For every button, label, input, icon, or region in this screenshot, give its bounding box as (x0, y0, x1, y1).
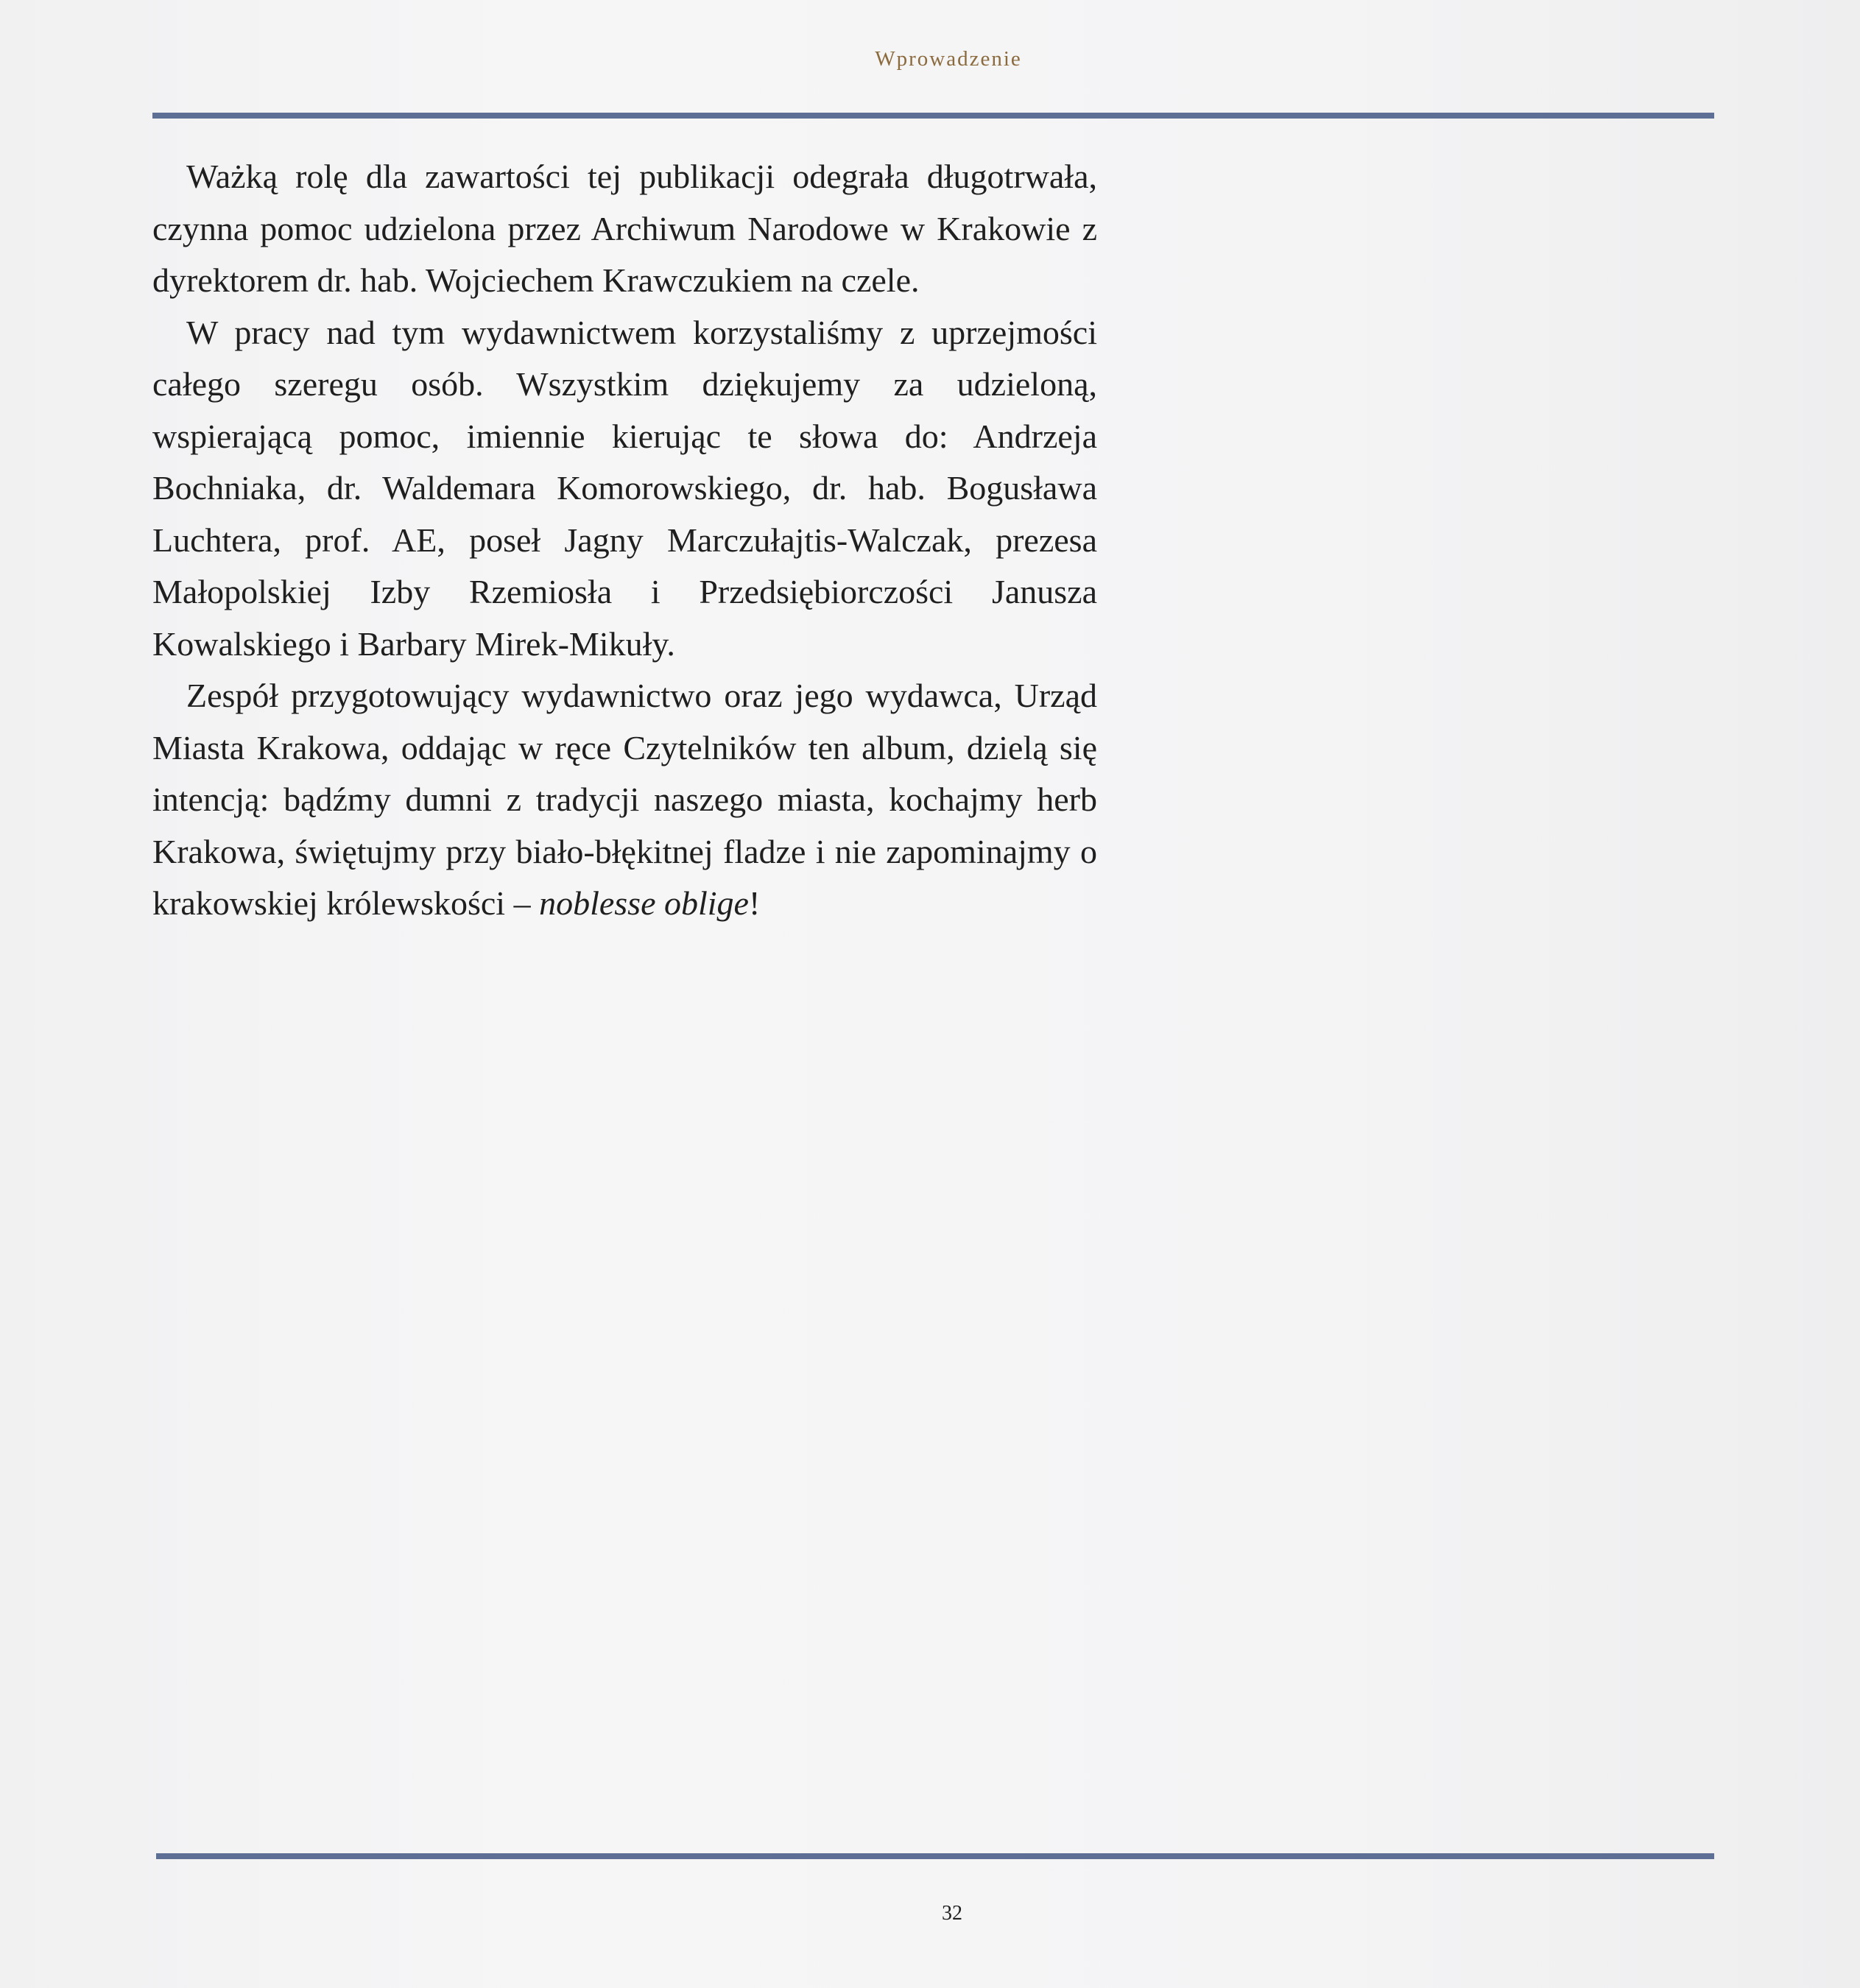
top-rule (152, 113, 1714, 119)
page-number: 32 (942, 1902, 962, 1925)
closing-text: Zespół przygotowujący wydawnictwo oraz jego wydawca, Urząd Miasta Krakowa, oddając w ręce Czytelników ten album, dzielą się intencją: bądźmy dumni z tradycji naszego miasta, kochajmy herb Krakowa, świętujmy przy biało-błękitnej fladze i nie zapominajmy o krakowskiej królewskości – (152, 677, 1097, 922)
closing-italic-phrase: noblesse oblige (539, 884, 749, 922)
running-head-title: Wprowadzenie (875, 47, 1022, 71)
paragraph-closing (152, 670, 1097, 930)
paragraph-acknowledgement-people: W pracy nad tym wydawnictwem korzystaliśmy z uprzejmości całego szeregu osób. Wszystkim dziękujemy za udzieloną, wspierającą pomoc, imiennie kierując te słowa do: Andrzeja Bochniaka, dr. Waldemara Komorowskiego, dr. hab. Bogusława Luchtera, prof. AE, poseł Jagny Marczułajtis-Walczak, prezesa Małopolskiej Izby Rzemiosła i Przedsiębiorczości Janusza Kowalskiego i Barbary Mirek-Mikuły. (152, 313, 1097, 663)
closing-exclamation: ! (748, 884, 761, 922)
body-text (152, 151, 1097, 930)
paragraph-acknowledgement-archive: Ważką rolę dla zawartości tej publikacji odegrała długotrwała, czynna pomoc udzielona przez Archiwum Narodowe w Krakowie z dyrektorem dr. hab. Wojciechem Krawczukiem na czele. (152, 158, 1097, 299)
bottom-rule (156, 1853, 1714, 1859)
